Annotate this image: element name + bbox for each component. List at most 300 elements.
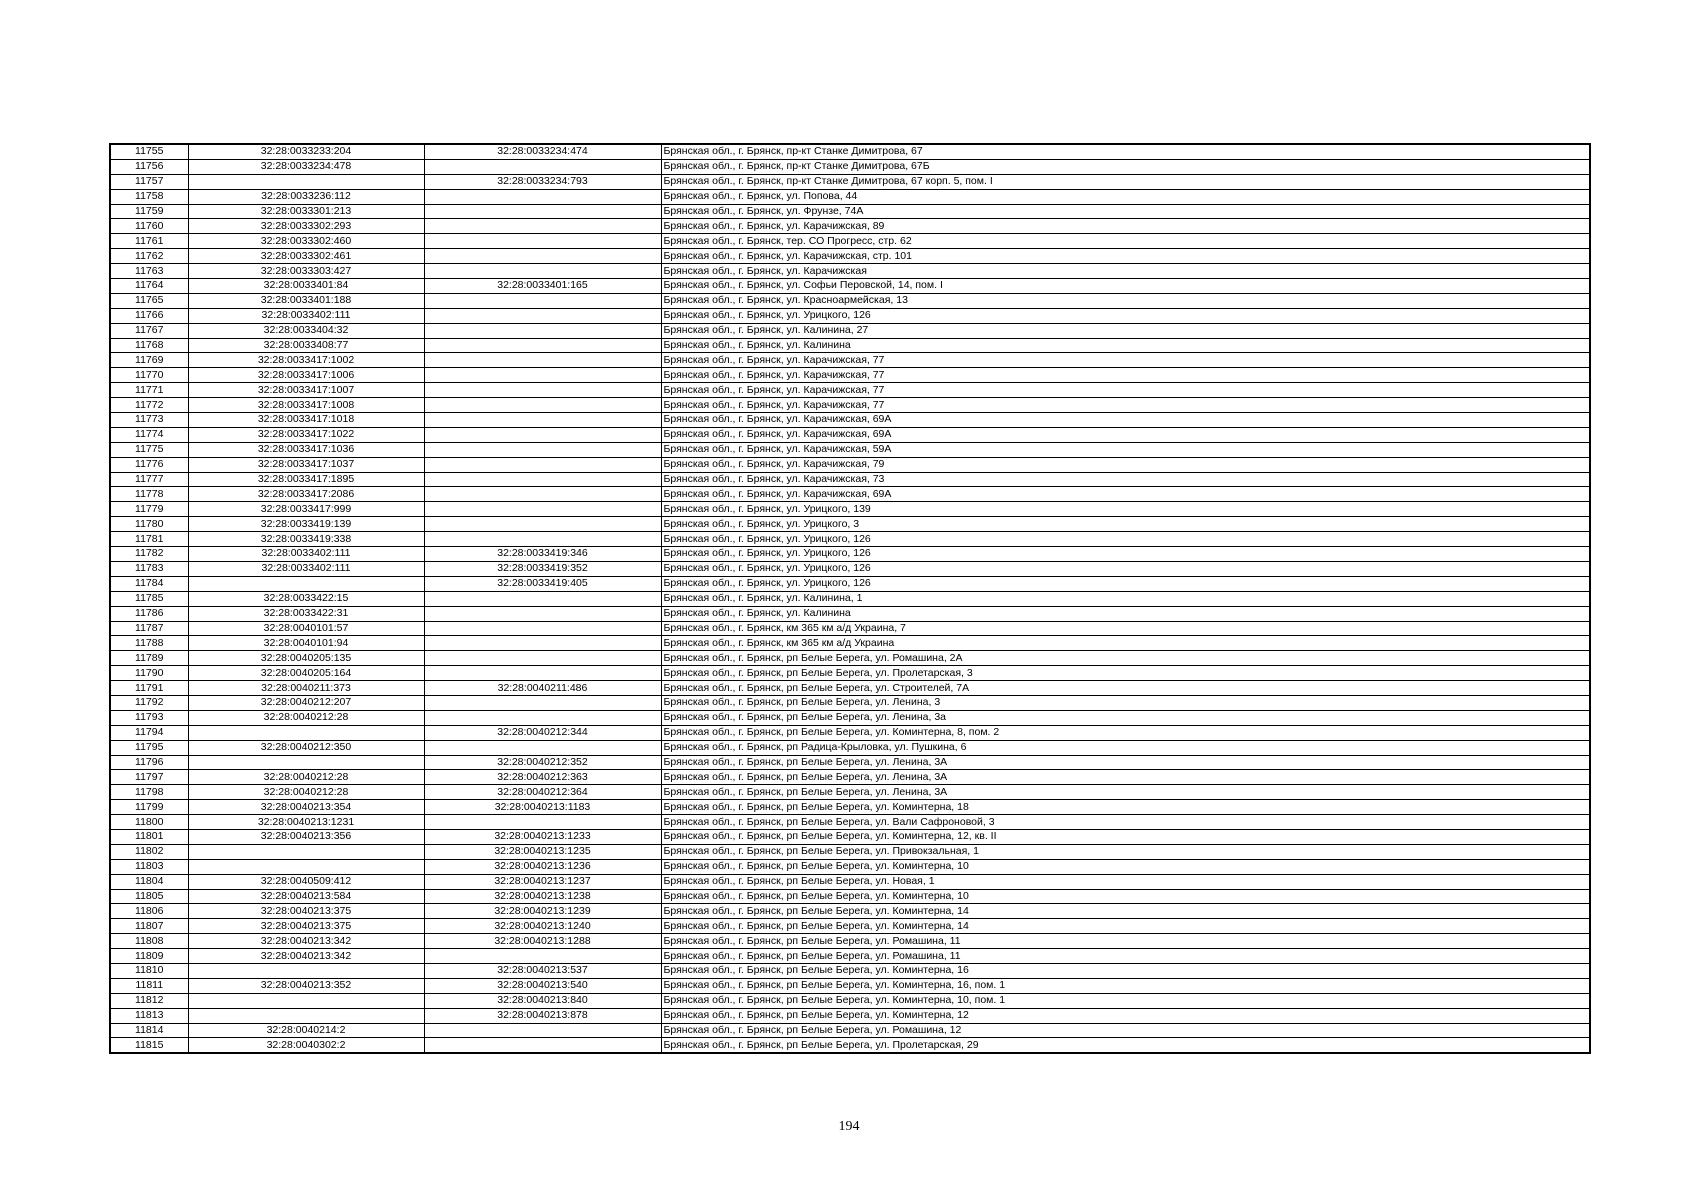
- cadastral-number-cell: 32:28:0040212:28: [188, 785, 424, 800]
- table-row: [110, 963, 1590, 978]
- address-cell: Брянская обл., г. Брянск, ул. Калинина, 1: [661, 591, 1590, 606]
- table-row: [110, 904, 1590, 919]
- table-row: [110, 249, 1590, 264]
- address-cell: Брянская обл., г. Брянск, пр-кт Станке Димитрова, 67Б: [661, 159, 1590, 174]
- table-row: [110, 606, 1590, 621]
- table-row: [110, 1038, 1590, 1053]
- cadastral-number-cell: [188, 963, 424, 978]
- table-row: [110, 889, 1590, 904]
- cadastral-number-cell: 32:28:0033417:1895: [188, 472, 424, 487]
- object-cadastral-number-cell: [424, 815, 661, 830]
- object-cadastral-number-cell: 32:28:0040213:1239: [424, 904, 661, 919]
- object-cadastral-number-cell: [424, 710, 661, 725]
- address-cell: Брянская обл., г. Брянск, рп Белые Берега, ул. Коминтерна, 10, пом. 1: [661, 993, 1590, 1008]
- row-number-cell: 11771: [110, 383, 188, 398]
- object-cadastral-number-cell: [424, 368, 661, 383]
- row-number-cell: 11797: [110, 770, 188, 785]
- object-cadastral-number-cell: [424, 591, 661, 606]
- cadastral-number-cell: 32:28:0040213:584: [188, 889, 424, 904]
- table-row: [110, 398, 1590, 413]
- object-cadastral-number-cell: [424, 264, 661, 279]
- table-row: [110, 174, 1590, 189]
- object-cadastral-number-cell: 32:28:0040213:1240: [424, 919, 661, 934]
- object-cadastral-number-cell: 32:28:0033234:474: [424, 144, 661, 159]
- row-number-cell: 11767: [110, 323, 188, 338]
- cadastral-registry-table: [109, 143, 1591, 1054]
- object-cadastral-number-cell: [424, 234, 661, 249]
- address-cell: Брянская обл., г. Брянск, ул. Красноармейская, 13: [661, 293, 1590, 308]
- object-cadastral-number-cell: [424, 338, 661, 353]
- address-cell: Брянская обл., г. Брянск, рп Белые Берега, ул. Привокзальная, 1: [661, 844, 1590, 859]
- address-cell: Брянская обл., г. Брянск, рп Белые Берега, ул. Коминтерна, 8, пом. 2: [661, 725, 1590, 740]
- address-cell: Брянская обл., г. Брянск, пр-кт Станке Димитрова, 67: [661, 144, 1590, 159]
- address-cell: Брянская обл., г. Брянск, рп Белые Берега, ул. Коминтерна, 12, кв. II: [661, 829, 1590, 844]
- cadastral-number-cell: [188, 859, 424, 874]
- cadastral-number-cell: 32:28:0040214:2: [188, 1023, 424, 1038]
- cadastral-number-cell: [188, 725, 424, 740]
- row-number-cell: 11758: [110, 189, 188, 204]
- row-number-cell: 11785: [110, 591, 188, 606]
- row-number-cell: 11772: [110, 398, 188, 413]
- cadastral-number-cell: 32:28:0033417:1022: [188, 427, 424, 442]
- object-cadastral-number-cell: 32:28:0040213:540: [424, 978, 661, 993]
- row-number-cell: 11790: [110, 666, 188, 681]
- cadastral-number-cell: 32:28:0040101:57: [188, 621, 424, 636]
- table-row: [110, 978, 1590, 993]
- table-row: [110, 427, 1590, 442]
- table-row: [110, 636, 1590, 651]
- address-cell: Брянская обл., г. Брянск, рп Белые Берега, ул. Коминтерна, 14: [661, 919, 1590, 934]
- address-cell: Брянская обл., г. Брянск, ул. Урицкого, 126: [661, 547, 1590, 562]
- row-number-cell: 11774: [110, 427, 188, 442]
- address-cell: Брянская обл., г. Брянск, ул. Карачижская, 69А: [661, 427, 1590, 442]
- cadastral-number-cell: 32:28:0033302:293: [188, 219, 424, 234]
- address-cell: Брянская обл., г. Брянск, ул. Карачижская, 77: [661, 398, 1590, 413]
- object-cadastral-number-cell: [424, 1038, 661, 1053]
- cadastral-number-cell: 32:28:0040212:28: [188, 710, 424, 725]
- row-number-cell: 11798: [110, 785, 188, 800]
- object-cadastral-number-cell: 32:28:0040213:1233: [424, 829, 661, 844]
- table-row: [110, 323, 1590, 338]
- table-row: [110, 204, 1590, 219]
- cadastral-number-cell: [188, 755, 424, 770]
- address-cell: Брянская обл., г. Брянск, рп Белые Берега, ул. Строителей, 7А: [661, 681, 1590, 696]
- object-cadastral-number-cell: [424, 502, 661, 517]
- address-cell: Брянская обл., г. Брянск, ул. Калинина, 27: [661, 323, 1590, 338]
- row-number-cell: 11812: [110, 993, 188, 1008]
- row-number-cell: 11786: [110, 606, 188, 621]
- address-cell: Брянская обл., г. Брянск, рп Белые Берега, ул. Коминтерна, 12: [661, 1008, 1590, 1023]
- row-number-cell: 11776: [110, 457, 188, 472]
- address-cell: Брянская обл., г. Брянск, тер. СО Прогресс, стр. 62: [661, 234, 1590, 249]
- row-number-cell: 11799: [110, 800, 188, 815]
- row-number-cell: 11793: [110, 710, 188, 725]
- address-cell: Брянская обл., г. Брянск, рп Белые Берега, ул. Коминтерна, 14: [661, 904, 1590, 919]
- object-cadastral-number-cell: [424, 308, 661, 323]
- address-cell: Брянская обл., г. Брянск, рп Белые Берега, ул. Ромашина, 11: [661, 949, 1590, 964]
- cadastral-number-cell: [188, 1008, 424, 1023]
- row-number-cell: 11788: [110, 636, 188, 651]
- object-cadastral-number-cell: [424, 532, 661, 547]
- cadastral-number-cell: 32:28:0040213:375: [188, 919, 424, 934]
- cadastral-number-cell: 32:28:0040212:28: [188, 770, 424, 785]
- row-number-cell: 11809: [110, 949, 188, 964]
- address-cell: Брянская обл., г. Брянск, ул. Карачижская, стр. 101: [661, 249, 1590, 264]
- table-row: [110, 621, 1590, 636]
- cadastral-number-cell: 32:28:0040212:350: [188, 740, 424, 755]
- object-cadastral-number-cell: [424, 293, 661, 308]
- cadastral-number-cell: 32:28:0033404:32: [188, 323, 424, 338]
- object-cadastral-number-cell: [424, 204, 661, 219]
- cadastral-number-cell: 32:28:0033417:1002: [188, 353, 424, 368]
- row-number-cell: 11811: [110, 978, 188, 993]
- table-row: [110, 651, 1590, 666]
- row-number-cell: 11803: [110, 859, 188, 874]
- object-cadastral-number-cell: [424, 621, 661, 636]
- table-row: [110, 547, 1590, 562]
- cadastral-number-cell: 32:28:0033417:1008: [188, 398, 424, 413]
- object-cadastral-number-cell: 32:28:0040212:344: [424, 725, 661, 740]
- row-number-cell: 11755: [110, 144, 188, 159]
- address-cell: Брянская обл., г. Брянск, рп Белые Берега, ул. Коминтерна, 16: [661, 963, 1590, 978]
- cadastral-number-cell: 32:28:0033417:1018: [188, 413, 424, 428]
- table-row: [110, 874, 1590, 889]
- cadastral-number-cell: 32:28:0040213:375: [188, 904, 424, 919]
- row-number-cell: 11806: [110, 904, 188, 919]
- table-row: [110, 1008, 1590, 1023]
- cadastral-number-cell: 32:28:0033417:1036: [188, 442, 424, 457]
- row-number-cell: 11813: [110, 1008, 188, 1023]
- cadastral-number-cell: 32:28:0040212:207: [188, 695, 424, 710]
- row-number-cell: 11778: [110, 487, 188, 502]
- row-number-cell: 11787: [110, 621, 188, 636]
- table-row: [110, 859, 1590, 874]
- object-cadastral-number-cell: 32:28:0040212:363: [424, 770, 661, 785]
- cadastral-number-cell: 32:28:0040101:94: [188, 636, 424, 651]
- cadastral-number-cell: 32:28:0040213:354: [188, 800, 424, 815]
- address-cell: Брянская обл., г. Брянск, ул. Карачижская, 73: [661, 472, 1590, 487]
- object-cadastral-number-cell: [424, 487, 661, 502]
- object-cadastral-number-cell: 32:28:0040213:1237: [424, 874, 661, 889]
- page-number: 194: [838, 1119, 860, 1134]
- object-cadastral-number-cell: [424, 323, 661, 338]
- table-row: [110, 681, 1590, 696]
- table-row: [110, 532, 1590, 547]
- address-cell: Брянская обл., г. Брянск, ул. Софьи Перовской, 14, пом. I: [661, 279, 1590, 294]
- object-cadastral-number-cell: [424, 651, 661, 666]
- row-number-cell: 11757: [110, 174, 188, 189]
- cadastral-number-cell: 32:28:0033417:2086: [188, 487, 424, 502]
- row-number-cell: 11779: [110, 502, 188, 517]
- table-row: [110, 308, 1590, 323]
- address-cell: Брянская обл., г. Брянск, ул. Урицкого, 126: [661, 576, 1590, 591]
- object-cadastral-number-cell: 32:28:0040213:1238: [424, 889, 661, 904]
- object-cadastral-number-cell: 32:28:0040213:878: [424, 1008, 661, 1023]
- object-cadastral-number-cell: 32:28:0040212:352: [424, 755, 661, 770]
- object-cadastral-number-cell: 32:28:0040211:486: [424, 681, 661, 696]
- object-cadastral-number-cell: [424, 517, 661, 532]
- table-row: [110, 576, 1590, 591]
- cadastral-number-cell: 32:28:0033402:111: [188, 547, 424, 562]
- row-number-cell: 11792: [110, 695, 188, 710]
- object-cadastral-number-cell: 32:28:0040213:1288: [424, 934, 661, 949]
- row-number-cell: 11810: [110, 963, 188, 978]
- table-row: [110, 919, 1590, 934]
- address-cell: Брянская обл., г. Брянск, рп Белые Берега, ул. Коминтерна, 16, пом. 1: [661, 978, 1590, 993]
- row-number-cell: 11802: [110, 844, 188, 859]
- address-cell: Брянская обл., г. Брянск, ул. Калинина: [661, 606, 1590, 621]
- row-number-cell: 11766: [110, 308, 188, 323]
- cadastral-number-cell: [188, 174, 424, 189]
- address-cell: Брянская обл., г. Брянск, ул. Карачижская, 79: [661, 457, 1590, 472]
- table-row: [110, 740, 1590, 755]
- object-cadastral-number-cell: 32:28:0033234:793: [424, 174, 661, 189]
- cadastral-number-cell: [188, 576, 424, 591]
- row-number-cell: 11783: [110, 561, 188, 576]
- object-cadastral-number-cell: [424, 427, 661, 442]
- cadastral-number-cell: 32:28:0033401:84: [188, 279, 424, 294]
- cadastral-number-cell: 32:28:0033402:111: [188, 308, 424, 323]
- address-cell: Брянская обл., г. Брянск, ул. Карачижская, 59А: [661, 442, 1590, 457]
- table-row: [110, 338, 1590, 353]
- table-row: [110, 502, 1590, 517]
- object-cadastral-number-cell: 32:28:0033419:352: [424, 561, 661, 576]
- row-number-cell: 11808: [110, 934, 188, 949]
- row-number-cell: 11773: [110, 413, 188, 428]
- row-number-cell: 11769: [110, 353, 188, 368]
- table-row: [110, 383, 1590, 398]
- cadastral-number-cell: 32:28:0040213:342: [188, 949, 424, 964]
- cadastral-number-cell: 32:28:0033236:112: [188, 189, 424, 204]
- object-cadastral-number-cell: [424, 159, 661, 174]
- row-number-cell: 11762: [110, 249, 188, 264]
- address-cell: Брянская обл., г. Брянск, ул. Урицкого, 139: [661, 502, 1590, 517]
- row-number-cell: 11763: [110, 264, 188, 279]
- address-cell: Брянская обл., г. Брянск, рп Радица-Крыловка, ул. Пушкина, 6: [661, 740, 1590, 755]
- row-number-cell: 11761: [110, 234, 188, 249]
- table-row: [110, 368, 1590, 383]
- cadastral-number-cell: 32:28:0033417:1037: [188, 457, 424, 472]
- table-row: [110, 815, 1590, 830]
- address-cell: Брянская обл., г. Брянск, ул. Урицкого, 126: [661, 532, 1590, 547]
- cadastral-number-cell: 32:28:0033408:77: [188, 338, 424, 353]
- address-cell: Брянская обл., г. Брянск, ул. Карачижская, 77: [661, 353, 1590, 368]
- cadastral-number-cell: 32:28:0040509:412: [188, 874, 424, 889]
- table-row: [110, 710, 1590, 725]
- table-row: [110, 457, 1590, 472]
- address-cell: Брянская обл., г. Брянск, рп Белые Берега, ул. Ромашина, 2А: [661, 651, 1590, 666]
- object-cadastral-number-cell: [424, 695, 661, 710]
- address-cell: Брянская обл., г. Брянск, рп Белые Берега, ул. Коминтерна, 18: [661, 800, 1590, 815]
- table-row: [110, 844, 1590, 859]
- object-cadastral-number-cell: [424, 472, 661, 487]
- object-cadastral-number-cell: [424, 606, 661, 621]
- row-number-cell: 11804: [110, 874, 188, 889]
- cadastral-number-cell: 32:28:0040213:352: [188, 978, 424, 993]
- table-row: [110, 442, 1590, 457]
- row-number-cell: 11782: [110, 547, 188, 562]
- object-cadastral-number-cell: 32:28:0040213:840: [424, 993, 661, 1008]
- address-cell: Брянская обл., г. Брянск, ул. Урицкого, 126: [661, 561, 1590, 576]
- row-number-cell: 11814: [110, 1023, 188, 1038]
- address-cell: Брянская обл., г. Брянск, рп Белые Берега, ул. Ленина, 3: [661, 695, 1590, 710]
- table-row: [110, 829, 1590, 844]
- address-cell: Брянская обл., г. Брянск, рп Белые Берега, ул. Ромашина, 12: [661, 1023, 1590, 1038]
- object-cadastral-number-cell: 32:28:0040212:364: [424, 785, 661, 800]
- address-cell: Брянская обл., г. Брянск, км 365 км а/д Украина, 7: [661, 621, 1590, 636]
- address-cell: Брянская обл., г. Брянск, ул. Фрунзе, 74А: [661, 204, 1590, 219]
- address-cell: Брянская обл., г. Брянск, ул. Карачижская, 77: [661, 383, 1590, 398]
- table-row: [110, 561, 1590, 576]
- cadastral-number-cell: 32:28:0040213:356: [188, 829, 424, 844]
- table-row: [110, 144, 1590, 159]
- cadastral-number-cell: 32:28:0040213:342: [188, 934, 424, 949]
- address-cell: Брянская обл., г. Брянск, рп Белые Берега, ул. Коминтерна, 10: [661, 889, 1590, 904]
- table-row: [110, 293, 1590, 308]
- object-cadastral-number-cell: [424, 249, 661, 264]
- address-cell: Брянская обл., г. Брянск, рп Белые Берега, ул. Коминтерна, 10: [661, 859, 1590, 874]
- address-cell: Брянская обл., г. Брянск, рп Белые Берега, ул. Ленина, 3А: [661, 755, 1590, 770]
- table-row: [110, 159, 1590, 174]
- row-number-cell: 11815: [110, 1038, 188, 1053]
- row-number-cell: 11789: [110, 651, 188, 666]
- cadastral-number-cell: 32:28:0040213:1231: [188, 815, 424, 830]
- object-cadastral-number-cell: 32:28:0040213:1236: [424, 859, 661, 874]
- row-number-cell: 11760: [110, 219, 188, 234]
- object-cadastral-number-cell: [424, 442, 661, 457]
- table-row: [110, 725, 1590, 740]
- table-row: [110, 800, 1590, 815]
- row-number-cell: 11796: [110, 755, 188, 770]
- cadastral-number-cell: 32:28:0033417:999: [188, 502, 424, 517]
- row-number-cell: 11770: [110, 368, 188, 383]
- table-row: [110, 591, 1590, 606]
- table-row: [110, 770, 1590, 785]
- address-cell: Брянская обл., г. Брянск, рп Белые Берега, ул. Пролетарская, 3: [661, 666, 1590, 681]
- object-cadastral-number-cell: [424, 740, 661, 755]
- table-row: [110, 487, 1590, 502]
- table-row: [110, 755, 1590, 770]
- address-cell: Брянская обл., г. Брянск, рп Белые Берега, ул. Вали Сафроновой, 3: [661, 815, 1590, 830]
- object-cadastral-number-cell: [424, 383, 661, 398]
- cadastral-number-cell: [188, 844, 424, 859]
- cadastral-number-cell: 32:28:0033302:461: [188, 249, 424, 264]
- row-number-cell: 11807: [110, 919, 188, 934]
- row-number-cell: 11801: [110, 829, 188, 844]
- cadastral-number-cell: 32:28:0033417:1007: [188, 383, 424, 398]
- cadastral-number-cell: 32:28:0033234:478: [188, 159, 424, 174]
- row-number-cell: 11759: [110, 204, 188, 219]
- table-row: [110, 695, 1590, 710]
- object-cadastral-number-cell: 32:28:0040213:1183: [424, 800, 661, 815]
- cadastral-number-cell: 32:28:0033422:15: [188, 591, 424, 606]
- registry-table-body: [110, 144, 1590, 1053]
- object-cadastral-number-cell: [424, 949, 661, 964]
- object-cadastral-number-cell: [424, 398, 661, 413]
- object-cadastral-number-cell: [424, 457, 661, 472]
- cadastral-number-cell: 32:28:0033402:111: [188, 561, 424, 576]
- row-number-cell: 11784: [110, 576, 188, 591]
- table-row: [110, 353, 1590, 368]
- table-row: [110, 219, 1590, 234]
- row-number-cell: 11765: [110, 293, 188, 308]
- row-number-cell: 11791: [110, 681, 188, 696]
- address-cell: Брянская обл., г. Брянск, пр-кт Станке Димитрова, 67 корп. 5, пом. I: [661, 174, 1590, 189]
- row-number-cell: 11781: [110, 532, 188, 547]
- table-row: [110, 472, 1590, 487]
- cadastral-number-cell: 32:28:0040205:135: [188, 651, 424, 666]
- cadastral-number-cell: 32:28:0033301:213: [188, 204, 424, 219]
- address-cell: Брянская обл., г. Брянск, ул. Урицкого, 126: [661, 308, 1590, 323]
- table-row: [110, 934, 1590, 949]
- object-cadastral-number-cell: 32:28:0033419:405: [424, 576, 661, 591]
- object-cadastral-number-cell: [424, 219, 661, 234]
- cadastral-number-cell: [188, 993, 424, 1008]
- object-cadastral-number-cell: [424, 1023, 661, 1038]
- table-row: [110, 785, 1590, 800]
- address-cell: Брянская обл., г. Брянск, рп Белые Берега, ул. Ромашина, 11: [661, 934, 1590, 949]
- cadastral-number-cell: 32:28:0033422:31: [188, 606, 424, 621]
- cadastral-number-cell: 32:28:0033401:188: [188, 293, 424, 308]
- address-cell: Брянская обл., г. Брянск, рп Белые Берега, ул. Ленина, 3а: [661, 710, 1590, 725]
- cadastral-number-cell: 32:28:0033302:460: [188, 234, 424, 249]
- object-cadastral-number-cell: [424, 636, 661, 651]
- row-number-cell: 11768: [110, 338, 188, 353]
- cadastral-number-cell: 32:28:0040211:373: [188, 681, 424, 696]
- object-cadastral-number-cell: [424, 353, 661, 368]
- address-cell: Брянская обл., г. Брянск, ул. Карачижская, 89: [661, 219, 1590, 234]
- cadastral-number-cell: 32:28:0033303:427: [188, 264, 424, 279]
- address-cell: Брянская обл., г. Брянск, ул. Урицкого, 3: [661, 517, 1590, 532]
- address-cell: Брянская обл., г. Брянск, рп Белые Берега, ул. Ленина, 3А: [661, 785, 1590, 800]
- table-row: [110, 189, 1590, 204]
- address-cell: Брянская обл., г. Брянск, ул. Карачижская: [661, 264, 1590, 279]
- table-row: [110, 1023, 1590, 1038]
- row-number-cell: 11764: [110, 279, 188, 294]
- row-number-cell: 11775: [110, 442, 188, 457]
- row-number-cell: 11777: [110, 472, 188, 487]
- row-number-cell: 11780: [110, 517, 188, 532]
- address-cell: Брянская обл., г. Брянск, рп Белые Берега, ул. Пролетарская, 29: [661, 1038, 1590, 1053]
- address-cell: Брянская обл., г. Брянск, ул. Карачижская, 77: [661, 368, 1590, 383]
- object-cadastral-number-cell: 32:28:0040213:1235: [424, 844, 661, 859]
- address-cell: Брянская обл., г. Брянск, ул. Карачижская, 69А: [661, 413, 1590, 428]
- table-row: [110, 279, 1590, 294]
- address-cell: Брянская обл., г. Брянск, ул. Калинина: [661, 338, 1590, 353]
- object-cadastral-number-cell: 32:28:0033419:346: [424, 547, 661, 562]
- object-cadastral-number-cell: 32:28:0040213:537: [424, 963, 661, 978]
- address-cell: Брянская обл., г. Брянск, км 365 км а/д Украина: [661, 636, 1590, 651]
- table-row: [110, 666, 1590, 681]
- address-cell: Брянская обл., г. Брянск, рп Белые Берега, ул. Новая, 1: [661, 874, 1590, 889]
- cadastral-number-cell: 32:28:0033417:1006: [188, 368, 424, 383]
- table-row: [110, 949, 1590, 964]
- table-row: [110, 993, 1590, 1008]
- row-number-cell: 11795: [110, 740, 188, 755]
- table-row: [110, 517, 1590, 532]
- cadastral-number-cell: 32:28:0033233:204: [188, 144, 424, 159]
- row-number-cell: 11800: [110, 815, 188, 830]
- object-cadastral-number-cell: [424, 413, 661, 428]
- row-number-cell: 11794: [110, 725, 188, 740]
- address-cell: Брянская обл., г. Брянск, рп Белые Берега, ул. Ленина, 3А: [661, 770, 1590, 785]
- object-cadastral-number-cell: [424, 666, 661, 681]
- cadastral-number-cell: 32:28:0033419:139: [188, 517, 424, 532]
- table-row: [110, 264, 1590, 279]
- address-cell: Брянская обл., г. Брянск, ул. Карачижская, 69А: [661, 487, 1590, 502]
- table-row: [110, 413, 1590, 428]
- address-cell: Брянская обл., г. Брянск, ул. Попова, 44: [661, 189, 1590, 204]
